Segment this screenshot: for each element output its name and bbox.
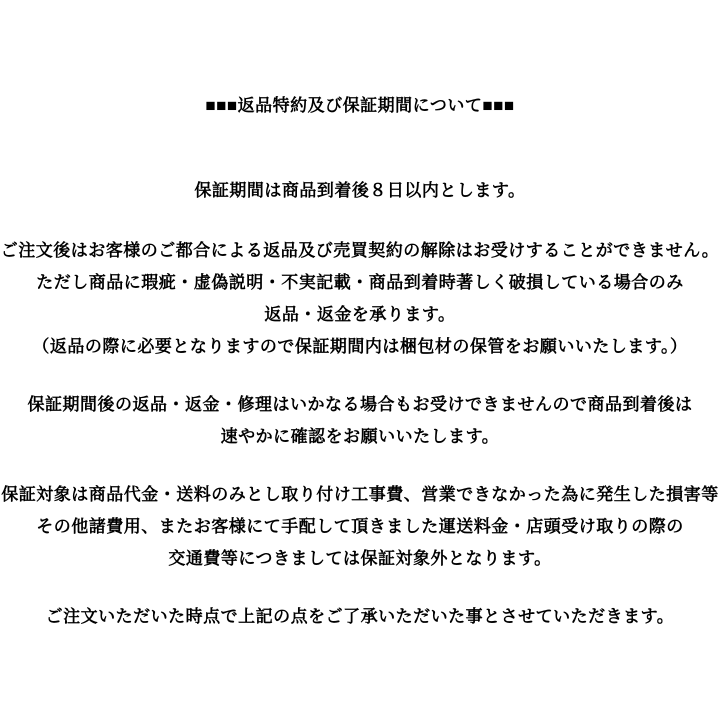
cancellation-policy-line-2: ただし商品に瑕疵・虚偽説明・不実記載・商品到着時著しく破損している場合のみ (36, 273, 684, 292)
warranty-period-line: 保証期間は商品到着後８日以内とします。 (194, 181, 526, 200)
warranty-scope-line-1: 保証対象は商品代金・送料のみとし取り付け工事費、営業できなかった為に発生した損害等 (1, 485, 719, 504)
cancellation-policy-paragraph (0, 235, 720, 363)
warranty-scope-line-3: 交通費等につきましては保証対象外となります。 (168, 549, 552, 568)
cancellation-policy-line-3: 返品・返金を承ります。 (264, 305, 456, 324)
cancellation-policy-line-1: ご注文後はお客様のご都合による返品及び売買契約の解除はお受けすることができません。 (0, 241, 720, 260)
acknowledgement-line: ご注文いただいた時点で上記の点をご了承いただいた事とさせていただきます。 (45, 607, 675, 626)
post-warranty-policy-paragraph (0, 389, 720, 453)
post-warranty-line-1: 保証期間後の返品・返金・修理はいかなる場合もお受けできませんので商品到着後は (27, 395, 693, 414)
page-title: ■■■返品特約及び保証期間について■■■ (205, 96, 515, 115)
acknowledgement-paragraph (0, 601, 720, 633)
warranty-scope-paragraph (0, 479, 720, 575)
warranty-period-paragraph (0, 175, 720, 207)
cancellation-policy-line-4: （返品の際に必要となりますので保証期間内は梱包材の保管をお願いいたします。） (32, 337, 688, 356)
post-warranty-line-2: 速やかに確認をお願いいたします。 (220, 427, 500, 446)
warranty-scope-line-2: その他諸費用、またお客様にて手配して頂きました運送料金・店頭受け取りの際の (36, 517, 684, 536)
